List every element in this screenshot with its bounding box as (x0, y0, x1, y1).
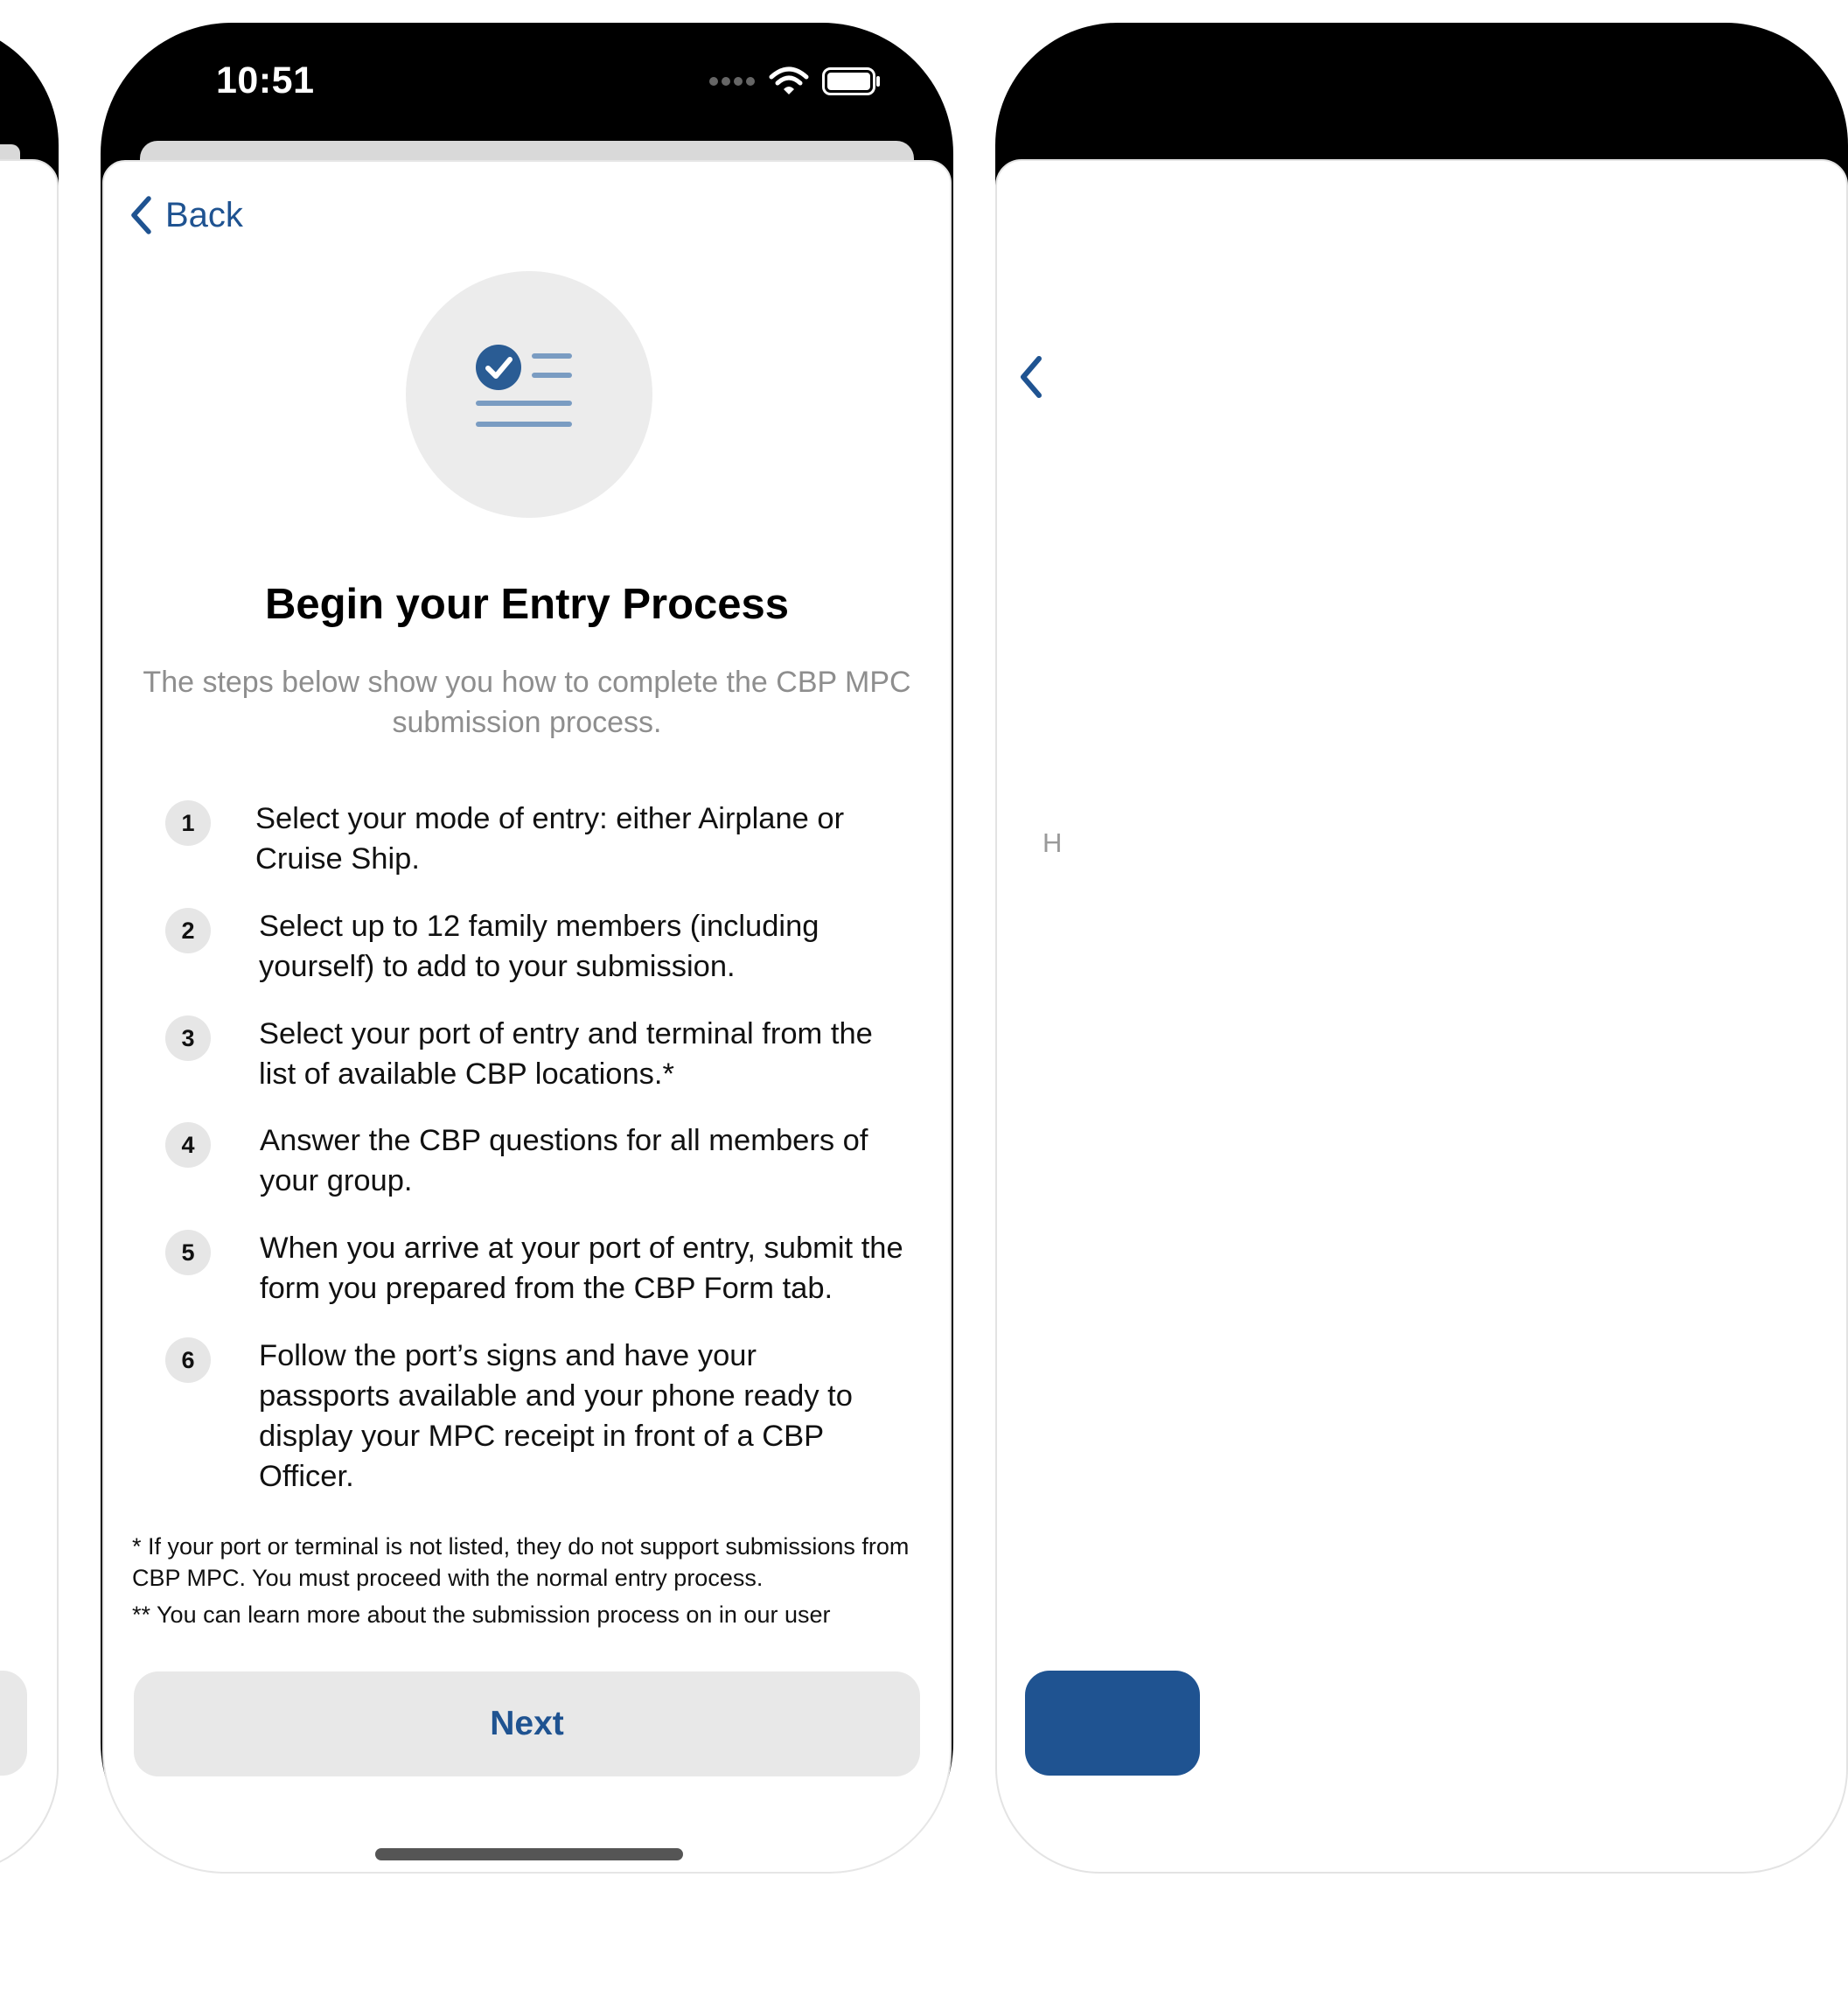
checklist-icon (476, 343, 574, 439)
chevron-left-icon (1018, 355, 1044, 399)
home-indicator (375, 1848, 683, 1860)
step-text: Select up to 12 family members (including yourself) to add to your submission. (259, 910, 819, 983)
step-text: Select your mode of entry: either Airplane or Cruise Ship. (255, 802, 845, 876)
partial-button (0, 1671, 27, 1776)
footnote-unsupported-port: * If your port or terminal is not listed, they do not support submissions from CBP MPC. You must proceed with the normal entry process. (132, 1533, 910, 1591)
step-number: 4 (165, 1122, 211, 1168)
screen (995, 159, 1848, 1874)
next-button[interactable]: Next (134, 1671, 920, 1776)
chevron-left-icon (129, 195, 153, 235)
entry-process-screen (102, 160, 952, 1874)
page-title: Begin your Entry Process (264, 581, 790, 628)
status-time: 10:51 (216, 59, 315, 101)
status-icons (708, 66, 882, 96)
signal-dots-icon (708, 76, 756, 87)
back-button[interactable] (129, 195, 243, 235)
wifi-icon (770, 66, 808, 96)
partial-subtitle: H (1043, 827, 1063, 858)
step-number: 1 (165, 800, 211, 846)
screen (0, 159, 59, 1874)
main-phone (101, 23, 953, 1874)
battery-icon (822, 67, 882, 95)
step-text: Answer the CBP questions for all members of your group. (260, 1124, 868, 1197)
step-number: 2 (165, 908, 211, 953)
footnote-user-guide: ** You can learn more about the submission process on in our user (132, 1602, 831, 1628)
step-text: Follow the port’s signs and have your passports available and your phone ready to display your MPC receipt in front of a CBP Officer. (259, 1339, 853, 1493)
step-number: 6 (165, 1337, 211, 1383)
back-label: Back (165, 195, 243, 234)
step-text: When you arrive at your port of entry, submit the form you prepared from the CBP Form tab. (260, 1232, 903, 1305)
page-subtitle: The steps below show you how to complete the CBP MPC submission process. (143, 666, 911, 739)
step-number: 3 (165, 1015, 211, 1061)
previous-screen-preview (0, 23, 59, 1874)
footnote-clip (104, 1509, 950, 1628)
step-number: 5 (165, 1230, 211, 1275)
next-screen-preview (995, 23, 1848, 1874)
partial-primary-button (1025, 1671, 1200, 1776)
hero-circle (406, 271, 652, 518)
step-text: Select your port of entry and terminal from the list of available CBP locations.* (259, 1017, 873, 1091)
